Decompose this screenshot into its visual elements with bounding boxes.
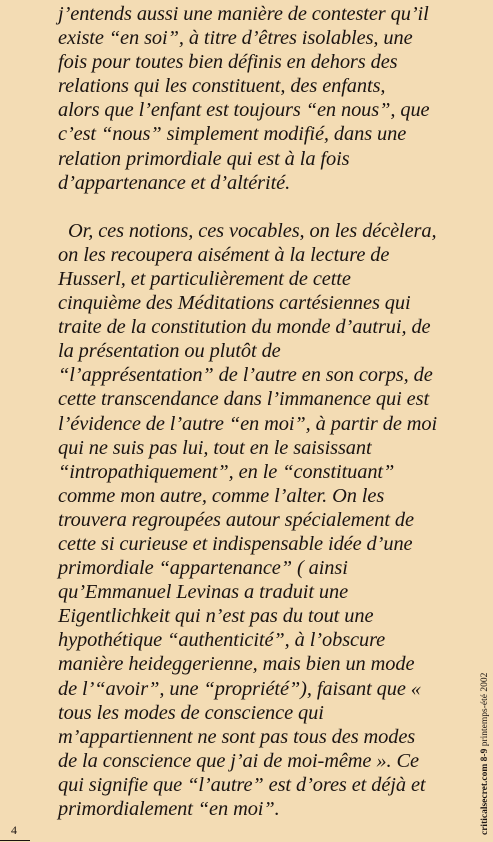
text-line: on les recoupera aisément à la lecture de (58, 243, 390, 266)
text-line: cette si curieuse et indispensable idée d’une (58, 532, 413, 555)
text-line: hypothétique “authenticité”, à l’obscure (58, 629, 386, 652)
page-number-rule (0, 840, 30, 841)
text-line: comme mon autre, comme l’alter. On les (58, 484, 385, 507)
site-name: criticalsecret.com (480, 763, 490, 835)
text-line: cinquième des Méditations cartésiennes qui (58, 292, 411, 315)
text-line: j’entends aussi une manière de contester qu’il (58, 3, 429, 25)
issue-number: 8-9 (480, 748, 490, 762)
text-line: primordiale “appartenance” ( ainsi (58, 557, 348, 580)
text-line: “l’apprésentation” de l’autre en son corps, de (58, 364, 433, 387)
article-text-column (58, 2, 443, 821)
text-line: la présentation ou plutôt de (58, 340, 281, 363)
text-line: trouvera regroupées autour spécialement de (58, 508, 414, 531)
text-line: traite de la constitution du monde d’autrui, de (58, 316, 431, 339)
paragraph-2 (58, 219, 443, 821)
text-line: existe “en soi”, à titre d’êtres isolables, une (58, 27, 413, 50)
text-line: qui signifie que “l’autre” est d’ores et déjà et (58, 773, 426, 796)
text-line: qu’Emmanuel Levinas a traduit une (58, 581, 349, 604)
text-line: relations qui les constituent, des enfants, (58, 75, 386, 98)
text-line: fois pour toutes bien définis en dehors des (58, 51, 398, 74)
text-line: primordialement “en moi”. (58, 798, 280, 820)
text-line: d’appartenance et d’altérité. (58, 171, 291, 194)
page-number: 4 (11, 823, 17, 837)
text-line: de la conscience que j’ai de moi-même ». Ce (58, 749, 419, 772)
text-line: “intropathiquement”, en le “constituant” (58, 460, 395, 483)
text-line: Husserl, et particulièrement de cette (58, 267, 351, 290)
paragraph-1 (58, 2, 443, 195)
text-line: Eigentlichkeit qui n’est pas du tout une (58, 605, 374, 628)
text-line: m’appartiennent ne sont pas tous des modes (58, 725, 416, 748)
text-line: qui ne suis pas lui, tout en le saisissant (58, 436, 372, 459)
text-line: Or, ces notions, ces vocables, on les décèlera, (58, 219, 437, 242)
text-line: c’est “nous” simplement modifié, dans une (58, 123, 407, 146)
text-line: cette transcendance dans l’immanence qui est (58, 388, 430, 411)
paragraph-spacer (58, 195, 443, 219)
text-line: alors que l’enfant est toujours “en nous”, que (58, 99, 430, 122)
text-line: l’évidence de l’autre “en moi”, à partir de moi (58, 412, 438, 435)
text-line: de l’“avoir”, une “propriété”), faisant que « (58, 677, 421, 700)
vertical-issue-caption (479, 673, 491, 835)
issue-season: printemps-été 2002 (480, 672, 490, 747)
text-line: relation primordiale qui est à la fois (58, 147, 350, 170)
text-line: manière heideggerienne, mais bien un mode (58, 653, 415, 676)
text-line: tous les modes de conscience qui (58, 701, 324, 724)
